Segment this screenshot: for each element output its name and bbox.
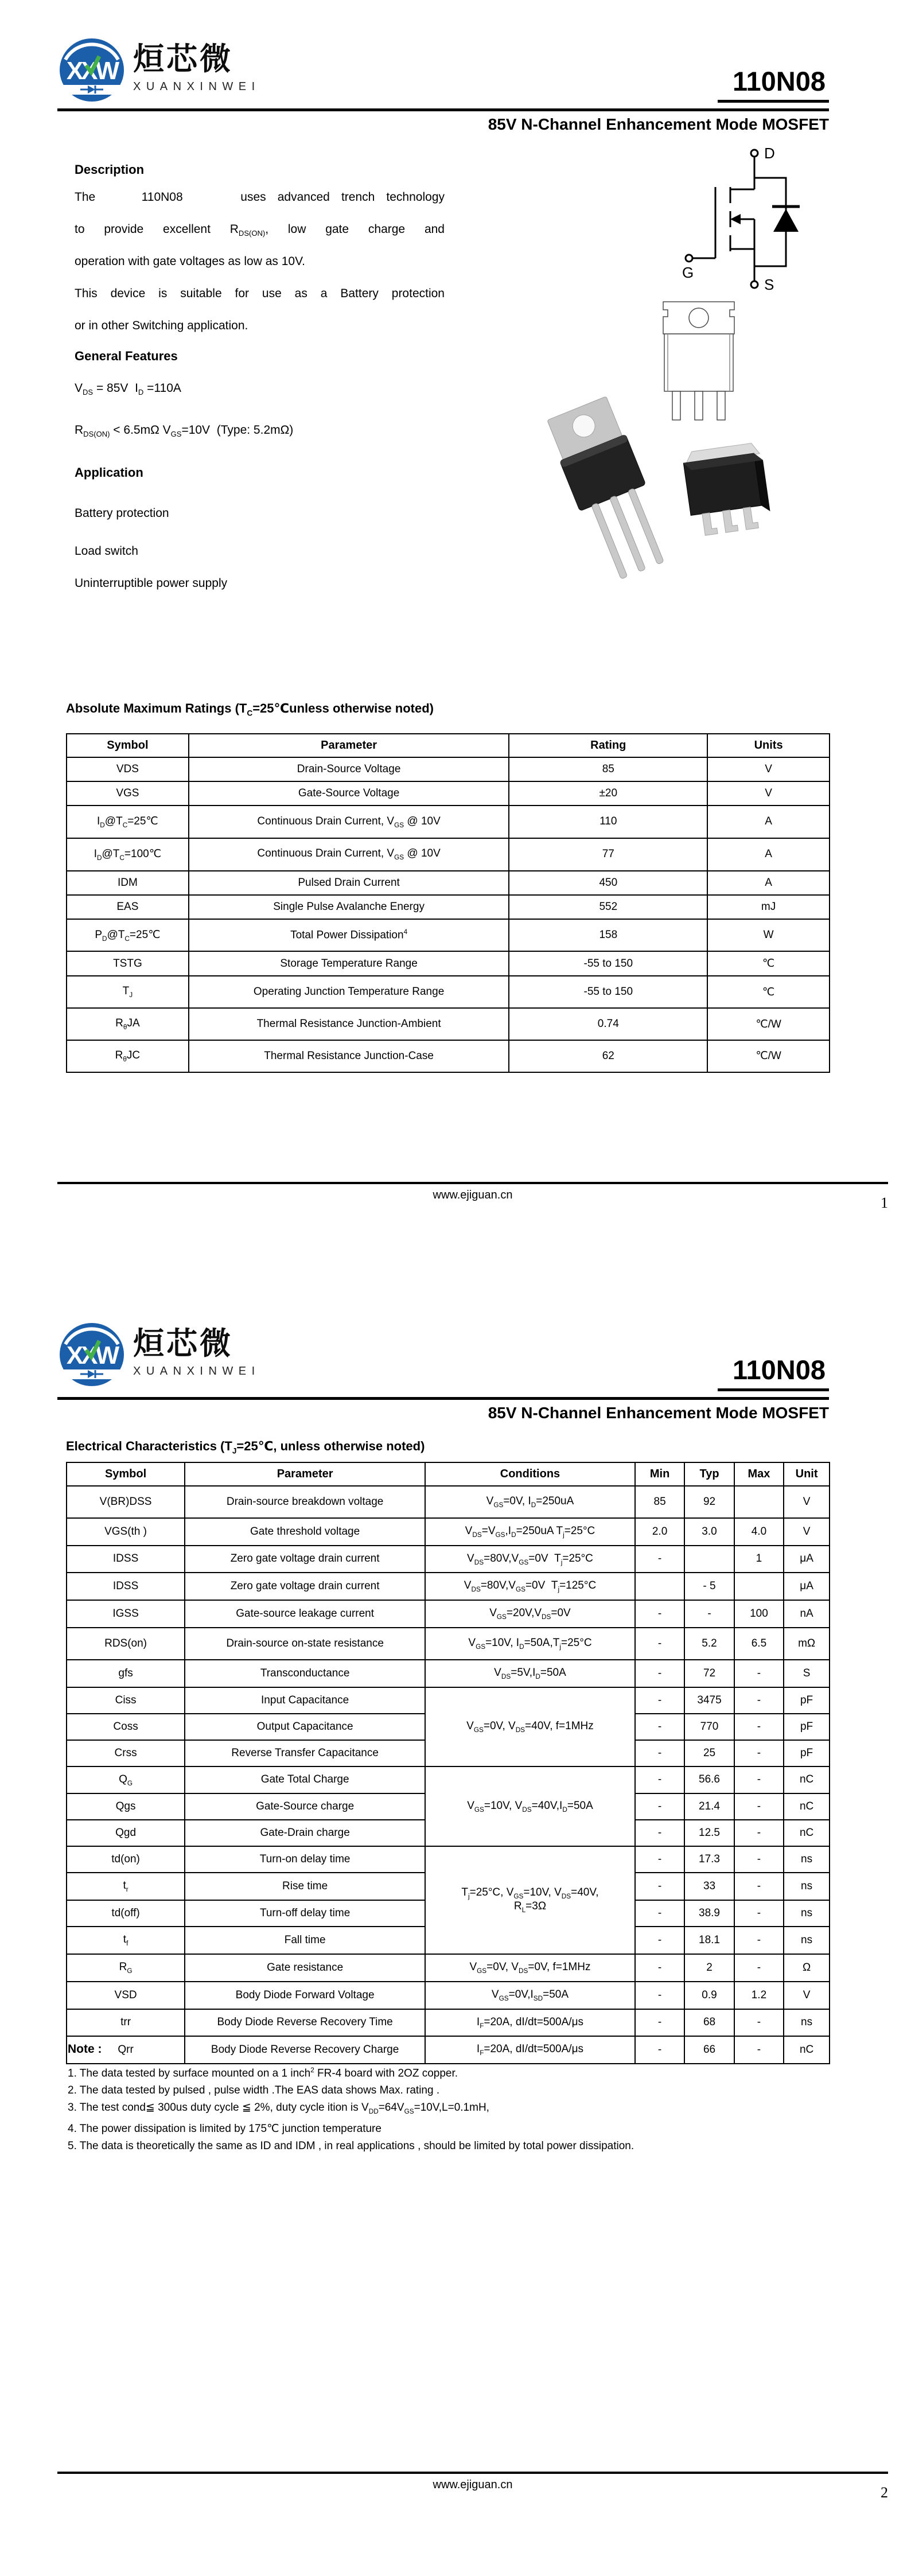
ec-unit: pF [784, 1714, 830, 1740]
ec-conditions: $I_F=20A$, dI/dt=500A/μs [425, 2036, 635, 2064]
ec-unit: V [784, 1982, 830, 2009]
amr-symbol: $R_\theta JC$ [67, 1040, 189, 1072]
ec-conditions: $V_{GS}=0V,I_{SD}=50A$ [425, 1982, 635, 2009]
application-item: Battery protection [75, 507, 169, 520]
ec-unit: ns [784, 1927, 830, 1954]
ec-parameter: Drain-source on-state resistance [185, 1628, 425, 1660]
ec-parameter: Turn-on delay time [185, 1846, 425, 1873]
ec-unit: ns [784, 1846, 830, 1873]
feature-line-ratings: $V_{DS} = 85V$ $I_D =110A$ [75, 382, 181, 397]
ec-unit: V [784, 1518, 830, 1546]
ec-min: - [635, 1873, 684, 1900]
terminal-label-g: G [682, 264, 694, 281]
amr-row [67, 1008, 830, 1040]
ec-conditions: $V_{DS}=5V,I_D=50A$ [425, 1660, 635, 1687]
ec-row [67, 1660, 830, 1687]
ec-parameter: Reverse Transfer Capacitance [185, 1740, 425, 1766]
ec-symbol: td(on) [67, 1846, 185, 1873]
ec-typ: - 5 [684, 1573, 734, 1600]
description-line: to provide excellent $R_{DS(ON)}$, low gate charge and [75, 223, 445, 238]
section-heading-ec: Electrical Characteristics ($T_J=25℃$, unless otherwise noted) [66, 1439, 425, 1456]
ec-parameter: Gate-source leakage current [185, 1600, 425, 1628]
ec-max: - [734, 1660, 784, 1687]
brand-logo [57, 1321, 260, 1389]
ec-conditions: $V_{GS}=10V$, $I_D=50A,T_j=25^\circ C$ [425, 1628, 635, 1660]
ec-unit: nC [784, 2036, 830, 2064]
logo-monogram: XXW [66, 57, 118, 85]
ec-unit: ns [784, 2009, 830, 2037]
ec-max: - [734, 2009, 784, 2037]
amr-units: A [707, 838, 830, 871]
footer-url: www.ejiguan.cn [433, 1189, 513, 1201]
ec-min: - [635, 1660, 684, 1687]
ec-max: - [734, 1846, 784, 1873]
amr-parameter: Operating Junction Temperature Range [189, 976, 509, 1008]
amr-parameter: Storage Temperature Range [189, 951, 509, 976]
ec-typ: 21.4 [684, 1793, 734, 1820]
ec-parameter: Transconductance [185, 1660, 425, 1687]
ec-max: 4.0 [734, 1518, 784, 1546]
ec-unit: μA [784, 1546, 830, 1573]
amr-col-units: Units [707, 734, 830, 757]
ec-typ: 770 [684, 1714, 734, 1740]
amr-col-symbol: Symbol [67, 734, 189, 757]
ec-row [67, 1954, 830, 1982]
ec-max: - [734, 1820, 784, 1846]
amr-row [67, 838, 830, 871]
amr-col-parameter: Parameter [189, 734, 509, 757]
description-line: or in other Switching application. [75, 319, 248, 332]
amr-symbol: VDS [67, 757, 189, 781]
amr-units: A [707, 871, 830, 895]
notes-section [68, 2042, 848, 2155]
ec-max: 1 [734, 1546, 784, 1573]
amr-rating: 62 [509, 1040, 707, 1072]
ec-min: - [635, 1846, 684, 1873]
ec-symbol: $t_r$ [67, 1873, 185, 1900]
ec-typ: 5.2 [684, 1628, 734, 1660]
ec-conditions: $V_{GS}=0V$, $I_D=250uA$ [425, 1486, 635, 1518]
ec-typ: 33 [684, 1873, 734, 1900]
amr-parameter: Pulsed Drain Current [189, 871, 509, 895]
amr-units: mJ [707, 895, 830, 919]
ec-col-max: Max [734, 1462, 784, 1486]
footer-rule [57, 1182, 888, 1184]
amr-row [67, 976, 830, 1008]
package-photo-to220 [545, 396, 651, 594]
amr-row [67, 919, 830, 952]
ec-symbol: Coss [67, 1714, 185, 1740]
section-heading-application: Application [75, 465, 143, 480]
ec-typ: 0.9 [684, 1982, 734, 2009]
ec-max: 1.2 [734, 1982, 784, 2009]
amr-units: ℃/W [707, 1040, 830, 1072]
ec-typ: 12.5 [684, 1820, 734, 1846]
ec-parameter: Output Capacitance [185, 1714, 425, 1740]
ec-row [67, 2009, 830, 2037]
ec-unit: nC [784, 1766, 830, 1794]
amr-symbol: $I_D@T_C=100℃$ [67, 838, 189, 871]
ec-conditions: $V_{GS}=20V,V_{DS}=0V$ [425, 1600, 635, 1628]
ec-symbol: IGSS [67, 1600, 185, 1628]
ec-symbol: $Q_G$ [67, 1766, 185, 1794]
amr-row [67, 951, 830, 976]
brand-logo [57, 37, 260, 104]
ec-symbol: Qrr [67, 2036, 185, 2064]
note-item: 4. The power dissipation is limited by 175℃ junction temperature [68, 2123, 381, 2135]
ec-min: - [635, 1600, 684, 1628]
ec-col-conditions: Conditions [425, 1462, 635, 1486]
amr-rating: 85 [509, 757, 707, 781]
ec-typ: 38.9 [684, 1900, 734, 1927]
description-column [75, 162, 445, 616]
ec-max: - [734, 1873, 784, 1900]
ec-typ: 68 [684, 2009, 734, 2037]
terminal-label-d: D [764, 145, 775, 162]
ec-symbol: trr [67, 2009, 185, 2037]
amr-symbol: TSTG [67, 951, 189, 976]
ec-unit: pF [784, 1740, 830, 1766]
ec-max: - [734, 1687, 784, 1714]
ec-symbol: gfs [67, 1660, 185, 1687]
amr-row [67, 757, 830, 781]
ec-unit: S [784, 1660, 830, 1687]
amr-parameter: Continuous Drain Current, $V_{GS}$ @ 10V [189, 806, 509, 838]
page-number: 2 [881, 2484, 888, 2501]
ec-symbol: VGS(th ) [67, 1518, 185, 1546]
ec-symbol: Ciss [67, 1687, 185, 1714]
ec-parameter: Fall time [185, 1927, 425, 1954]
document-subtitle: 85V N-Channel Enhancement Mode MOSFET [488, 115, 829, 133]
section-heading-amr: Absolute Maximum Ratings ($T_C=25℃unless$ otherwise noted) [66, 701, 434, 718]
ec-col-typ: Typ [684, 1462, 734, 1486]
part-number-title: 110N08 [718, 67, 829, 103]
application-item: Uninterruptible power supply [75, 577, 228, 590]
footer-rule [57, 2472, 888, 2474]
amr-units: A [707, 806, 830, 838]
ec-max: - [734, 1714, 784, 1740]
ec-parameter: Turn-off delay time [185, 1900, 425, 1927]
ec-unit: nC [784, 1820, 830, 1846]
ec-typ: 18.1 [684, 1927, 734, 1954]
amr-row [67, 806, 830, 838]
ec-row [67, 1982, 830, 2009]
ec-symbol: Qgs [67, 1793, 185, 1820]
amr-units: V [707, 781, 830, 806]
ec-symbol: RDS(on) [67, 1628, 185, 1660]
ec-typ: 92 [684, 1486, 734, 1518]
amr-parameter: Thermal Resistance Junction-Case [189, 1040, 509, 1072]
header-rule [57, 108, 829, 111]
brand-name-en: XUANXINWEI [133, 80, 260, 93]
ec-row [67, 1600, 830, 1628]
ec-max: - [734, 1740, 784, 1766]
ec-typ: - [684, 1600, 734, 1628]
ec-min [635, 1573, 684, 1600]
amr-rating: -55 to 150 [509, 951, 707, 976]
part-number-title: 110N08 [718, 1355, 829, 1391]
amr-units: ℃ [707, 976, 830, 1008]
ec-conditions: $V_{DS}=V_{GS},I_D=250uA$ $T_j=25^\circ C$ [425, 1518, 635, 1546]
amr-col-rating: Rating [509, 734, 707, 757]
amr-parameter: Drain-Source Voltage [189, 757, 509, 781]
ec-conditions: $I_F=20A$, dI/dt=500A/μs [425, 2009, 635, 2037]
notes-heading: Note : [68, 2042, 102, 2056]
ec-unit: μA [784, 1573, 830, 1600]
note-item: 5. The data is theoretically the same as ID and IDM , in real applications , should be limited by total power dissipation. [68, 2140, 634, 2153]
ec-unit: pF [784, 1687, 830, 1714]
amr-rating: 110 [509, 806, 707, 838]
amr-units: ℃/W [707, 1008, 830, 1040]
ec-col-unit: Unit [784, 1462, 830, 1486]
ec-min: - [635, 2009, 684, 2037]
note-item: 3. The test cond≦ 300us duty cycle ≦ 2%, duty cycle ition is $V_{DD}=64V_{GS}=10V,L=0.1mH$, [68, 2102, 489, 2116]
amr-symbol: VGS [67, 781, 189, 806]
ec-unit: nC [784, 1793, 830, 1820]
logo-monogram: XXW [66, 1341, 118, 1369]
ec-min: - [635, 1927, 684, 1954]
ec-min: - [635, 1714, 684, 1740]
ec-max [734, 1573, 784, 1600]
ec-row [67, 1518, 830, 1546]
ec-min: - [635, 1766, 684, 1794]
amr-table [66, 733, 830, 1073]
ec-min: - [635, 1820, 684, 1846]
amr-header-row [67, 734, 830, 757]
ec-parameter: Rise time [185, 1873, 425, 1900]
ec-max: - [734, 1766, 784, 1794]
ec-row [67, 1486, 830, 1518]
ec-conditions: $V_{GS}=10V$, $V_{DS}=40V,I_D=50A$ [425, 1766, 635, 1847]
ec-symbol: IDSS [67, 1546, 185, 1573]
ec-typ: 66 [684, 2036, 734, 2064]
section-heading-general-features: General Features [75, 349, 178, 363]
ec-conditions: $V_{DS}=80V,V_{GS}=0V$ $T_j=125^\circ C$ [425, 1573, 635, 1600]
ec-max: - [734, 1793, 784, 1820]
ec-typ: 3.0 [684, 1518, 734, 1546]
ec-col-symbol: Symbol [67, 1462, 185, 1486]
ec-min: - [635, 1546, 684, 1573]
description-line: The 110N08 uses advanced trench technology [75, 190, 445, 204]
ec-parameter: Gate threshold voltage [185, 1518, 425, 1546]
package-photo-d2pak [671, 441, 777, 555]
ec-min: - [635, 1982, 684, 2009]
ec-parameter: Input Capacitance [185, 1687, 425, 1714]
ec-min: - [635, 1900, 684, 1927]
ec-max: - [734, 1954, 784, 1982]
header-rule [57, 1397, 829, 1400]
feature-line-rdson: $R_{DS(ON)} < 6.5m\Omega$ $V_{GS}=10V$ (Type: 5.2mΩ) [75, 423, 294, 439]
ec-unit: V [784, 1486, 830, 1518]
amr-rating: ±20 [509, 781, 707, 806]
mosfet-symbol-diagram [680, 145, 812, 297]
amr-rating: 0.74 [509, 1008, 707, 1040]
ec-typ: 17.3 [684, 1846, 734, 1873]
ec-unit: ns [784, 1873, 830, 1900]
ec-typ: 72 [684, 1660, 734, 1687]
ec-row [67, 1628, 830, 1660]
application-item: Load switch [75, 544, 138, 558]
amr-rating: 77 [509, 838, 707, 871]
amr-row [67, 781, 830, 806]
ec-min: 85 [635, 1486, 684, 1518]
ec-min: - [635, 1793, 684, 1820]
ec-typ: 3475 [684, 1687, 734, 1714]
ec-symbol: $R_G$ [67, 1954, 185, 1982]
description-line: This device is suitable for use as a Battery protection [75, 287, 445, 300]
ec-symbol: td(off) [67, 1900, 185, 1927]
ec-parameter: Drain-source breakdown voltage [185, 1486, 425, 1518]
amr-rating: -55 to 150 [509, 976, 707, 1008]
brand-name-cn: 烜芯微 [133, 42, 233, 76]
amr-units: W [707, 919, 830, 952]
ec-row [67, 1546, 830, 1573]
ec-typ: 2 [684, 1954, 734, 1982]
package-outline-to220 [654, 301, 743, 423]
ec-min: - [635, 1687, 684, 1714]
ec-max: - [734, 1900, 784, 1927]
ec-min: - [635, 2036, 684, 2064]
ec-parameter: Gate resistance [185, 1954, 425, 1982]
amr-row [67, 1040, 830, 1072]
amr-symbol: $T_J$ [67, 976, 189, 1008]
ec-unit: nA [784, 1600, 830, 1628]
ec-typ: 25 [684, 1740, 734, 1766]
ec-conditions: $T_j=25^\circ C$, $V_{GS}=10V$, $V_{DS}=40V$, $R_L=3\Omega$ [425, 1846, 635, 1954]
ec-conditions: $V_{GS}=0V$, $V_{DS}=0V$, f=1MHz [425, 1954, 635, 1982]
ec-symbol: Crss [67, 1740, 185, 1766]
ec-unit: Ω [784, 1954, 830, 1982]
amr-symbol: EAS [67, 895, 189, 919]
ec-parameter: Zero gate voltage drain current [185, 1573, 425, 1600]
section-heading-description: Description [75, 162, 145, 177]
ec-symbol: Qgd [67, 1820, 185, 1846]
ec-row [67, 1766, 830, 1794]
ec-header-row [67, 1462, 830, 1486]
ec-symbol: VSD [67, 1982, 185, 2009]
amr-row [67, 895, 830, 919]
ec-symbol: IDSS [67, 1573, 185, 1600]
ec-parameter: Zero gate voltage drain current [185, 1546, 425, 1573]
ec-parameter: Gate-Source charge [185, 1793, 425, 1820]
note-item: 2. The data tested by pulsed , pulse width .The EAS data shows Max. rating . [68, 2084, 440, 2097]
description-line: operation with gate voltages as low as 10V. [75, 255, 305, 268]
amr-parameter: Thermal Resistance Junction-Ambient [189, 1008, 509, 1040]
ec-conditions: $V_{DS}=80V,V_{GS}=0V$ $T_j=25^\circ C$ [425, 1546, 635, 1573]
ec-table [66, 1462, 830, 2064]
amr-symbol: $R_\theta JA$ [67, 1008, 189, 1040]
ec-min: - [635, 1628, 684, 1660]
logo-mark [57, 37, 127, 104]
ec-typ: 56.6 [684, 1766, 734, 1794]
ec-max: - [734, 2036, 784, 2064]
ec-max: 100 [734, 1600, 784, 1628]
ec-unit: ns [784, 1900, 830, 1927]
ec-parameter: Body Diode Reverse Recovery Time [185, 2009, 425, 2037]
ec-parameter: Gate-Drain charge [185, 1820, 425, 1846]
ec-parameter: Body Diode Forward Voltage [185, 1982, 425, 2009]
ec-max: 6.5 [734, 1628, 784, 1660]
amr-units: ℃ [707, 951, 830, 976]
ec-row [67, 1846, 830, 1873]
ec-unit: mΩ [784, 1628, 830, 1660]
amr-parameter: Total Power Dissipation$^4$ [189, 919, 509, 952]
amr-symbol: IDM [67, 871, 189, 895]
logo-mark [57, 1321, 127, 1389]
document-subtitle: 85V N-Channel Enhancement Mode MOSFET [488, 1404, 829, 1422]
ec-typ [684, 1546, 734, 1573]
amr-rating: 552 [509, 895, 707, 919]
ec-max [734, 1486, 784, 1518]
ec-max: - [734, 1927, 784, 1954]
amr-units: V [707, 757, 830, 781]
ec-col-min: Min [635, 1462, 684, 1486]
note-item: 1. The data tested by surface mounted on a 1 inch$^2$ FR-4 board with 2OZ copper. [68, 2067, 458, 2080]
brand-name-cn: 烜芯微 [133, 1326, 233, 1361]
ec-symbol: $t_f$ [67, 1927, 185, 1954]
ec-parameter: Body Diode Reverse Recovery Charge [185, 2036, 425, 2064]
ec-row [67, 1573, 830, 1600]
footer-url: www.ejiguan.cn [433, 2478, 513, 2491]
page-number: 1 [881, 1194, 888, 1211]
ec-min: - [635, 1954, 684, 1982]
amr-parameter: Continuous Drain Current, $V_{GS}$ @ 10V [189, 838, 509, 871]
terminal-label-s: S [764, 276, 774, 293]
ec-col-parameter: Parameter [185, 1462, 425, 1486]
ec-min: 2.0 [635, 1518, 684, 1546]
brand-name-en: XUANXINWEI [133, 1364, 260, 1378]
ec-conditions: $V_{GS}=0V$, $V_{DS}=40V$, f=1MHz [425, 1687, 635, 1766]
ec-symbol: V(BR)DSS [67, 1486, 185, 1518]
amr-rating: 450 [509, 871, 707, 895]
amr-rating: 158 [509, 919, 707, 952]
amr-symbol: $P_D@T_C=25℃$ [67, 919, 189, 952]
ec-parameter: Gate Total Charge [185, 1766, 425, 1794]
amr-row [67, 871, 830, 895]
amr-symbol: $I_D@T_C=25℃$ [67, 806, 189, 838]
ec-min: - [635, 1740, 684, 1766]
amr-parameter: Gate-Source Voltage [189, 781, 509, 806]
amr-parameter: Single Pulse Avalanche Energy [189, 895, 509, 919]
ec-row [67, 1687, 830, 1714]
